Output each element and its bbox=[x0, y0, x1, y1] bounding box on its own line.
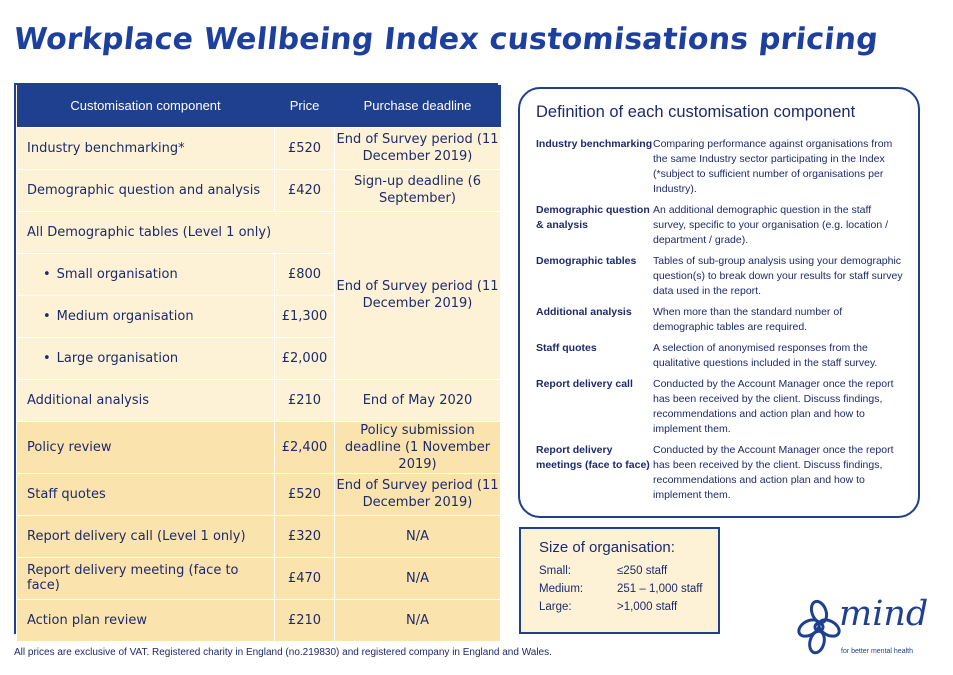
size-label: Medium: bbox=[539, 583, 584, 595]
table-row bbox=[17, 599, 501, 641]
definition-desc: When more than the standard number of demographic tables are required. bbox=[653, 306, 843, 333]
logo-tagline: for better mental health bbox=[841, 648, 913, 655]
component-cell: • Small organisation bbox=[17, 253, 275, 295]
price-cell: £320 bbox=[275, 515, 335, 557]
definition-item bbox=[536, 443, 904, 503]
deadline-cell: End of May 2020 bbox=[335, 379, 501, 421]
bullet-icon: • bbox=[43, 266, 51, 282]
size-box bbox=[519, 527, 720, 634]
deadline-cell: End of Survey period (11 December 2019) bbox=[335, 211, 501, 379]
table-row bbox=[17, 515, 501, 557]
logo-wordmark: mind bbox=[839, 594, 929, 634]
component-cell: • Medium organisation bbox=[17, 295, 275, 337]
definition-item bbox=[536, 377, 904, 437]
component-cell: Report delivery meeting (face to face) bbox=[17, 557, 275, 599]
definition-desc: Conducted by the Account Manager once the report has been received by the client. Discuss findings, recommendations and action plan and how to implement them. bbox=[653, 444, 894, 501]
definition-item bbox=[536, 254, 904, 299]
component-cell: • Large organisation bbox=[17, 337, 275, 379]
size-item bbox=[539, 601, 718, 613]
table-row bbox=[17, 557, 501, 599]
mind-logo-icon bbox=[795, 598, 843, 660]
price-cell: £800 bbox=[275, 253, 335, 295]
price-cell: £210 bbox=[275, 379, 335, 421]
page-title: Workplace Wellbeing Index customisations pricing bbox=[12, 22, 880, 57]
price-cell: £520 bbox=[275, 127, 335, 169]
component-cell: Additional analysis bbox=[17, 379, 275, 421]
component-cell: Report delivery call (Level 1 only) bbox=[17, 515, 275, 557]
definitions-box bbox=[518, 87, 920, 518]
price-cell: £520 bbox=[275, 473, 335, 515]
mind-logo bbox=[795, 594, 935, 660]
definition-term: Staff quotes bbox=[536, 342, 597, 354]
definition-term: Demographic question & analysis bbox=[536, 204, 650, 231]
deadline-cell: Sign-up deadline (6 September) bbox=[335, 169, 501, 211]
size-value: >1,000 staff bbox=[617, 601, 678, 613]
definition-term: Industry benchmarking bbox=[536, 138, 653, 150]
footnote: All prices are exclusive of VAT. Registered charity in England (no.219830) and registered company in England and Wales. bbox=[14, 647, 552, 658]
definition-desc: Comparing performance against organisations from the same Industry sector participating in the Index (*subject to sufficient number of organisations per Industry). bbox=[653, 138, 893, 195]
size-item bbox=[539, 583, 718, 595]
size-title: Size of organisation: bbox=[539, 539, 675, 556]
component-cell: All Demographic tables (Level 1 only) bbox=[17, 211, 335, 253]
definition-item bbox=[536, 341, 904, 371]
size-value: 251 – 1,000 staff bbox=[617, 583, 703, 595]
price-cell: £2,000 bbox=[275, 337, 335, 379]
component-cell: Policy review bbox=[17, 421, 275, 473]
size-label: Large: bbox=[539, 601, 572, 613]
table-row bbox=[17, 379, 501, 421]
size-value: ≤250 staff bbox=[617, 565, 668, 577]
definition-desc: A selection of anonymised responses from the qualitative questions included in the staff survey. bbox=[653, 342, 878, 369]
header-deadline: Purchase deadline bbox=[335, 85, 501, 127]
size-label: Small: bbox=[539, 565, 571, 577]
deadline-cell: Policy submission deadline (1 November 2019) bbox=[335, 421, 501, 473]
price-cell: £210 bbox=[275, 599, 335, 641]
definition-term: Report delivery call bbox=[536, 378, 633, 390]
definition-term: Report delivery meetings (face to face) bbox=[536, 444, 650, 471]
component-cell: Industry benchmarking* bbox=[17, 127, 275, 169]
component-cell: Demographic question and analysis bbox=[17, 169, 275, 211]
price-cell: £470 bbox=[275, 557, 335, 599]
definition-term: Additional analysis bbox=[536, 306, 632, 318]
price-cell: £420 bbox=[275, 169, 335, 211]
definition-term: Demographic tables bbox=[536, 255, 637, 267]
deadline-cell: End of Survey period (11 December 2019) bbox=[335, 127, 501, 169]
bullet-icon: • bbox=[43, 350, 51, 366]
deadline-cell: N/A bbox=[335, 557, 501, 599]
size-item bbox=[539, 565, 718, 577]
table-row bbox=[17, 127, 501, 169]
definition-item bbox=[536, 203, 904, 248]
definition-desc: Conducted by the Account Manager once the report has been received by the client. Discuss findings, recommendations and action plan and how to implement them. bbox=[653, 378, 894, 435]
table-row bbox=[17, 211, 501, 253]
definition-item bbox=[536, 305, 904, 335]
definition-item bbox=[536, 137, 904, 197]
price-cell: £1,300 bbox=[275, 295, 335, 337]
deadline-cell: N/A bbox=[335, 515, 501, 557]
definitions-title: Definition of each customisation component bbox=[536, 103, 856, 121]
header-price: Price bbox=[275, 85, 335, 127]
definition-desc: Tables of sub-group analysis using your demographic question(s) to break down your results for staff survey data used in the report. bbox=[653, 255, 903, 297]
pricing-table bbox=[14, 83, 498, 634]
header-component: Customisation component bbox=[17, 85, 275, 127]
table-row bbox=[17, 169, 501, 211]
definition-desc: An additional demographic question in the staff survey, specific to your organisation (e.g. location / department / grade). bbox=[653, 204, 889, 246]
deadline-cell: N/A bbox=[335, 599, 501, 641]
table-row bbox=[17, 421, 501, 473]
price-cell: £2,400 bbox=[275, 421, 335, 473]
component-cell: Staff quotes bbox=[17, 473, 275, 515]
bullet-icon: • bbox=[43, 308, 51, 324]
table-row bbox=[17, 473, 501, 515]
deadline-cell: End of Survey period (11 December 2019) bbox=[335, 473, 501, 515]
component-cell: Action plan review bbox=[17, 599, 275, 641]
